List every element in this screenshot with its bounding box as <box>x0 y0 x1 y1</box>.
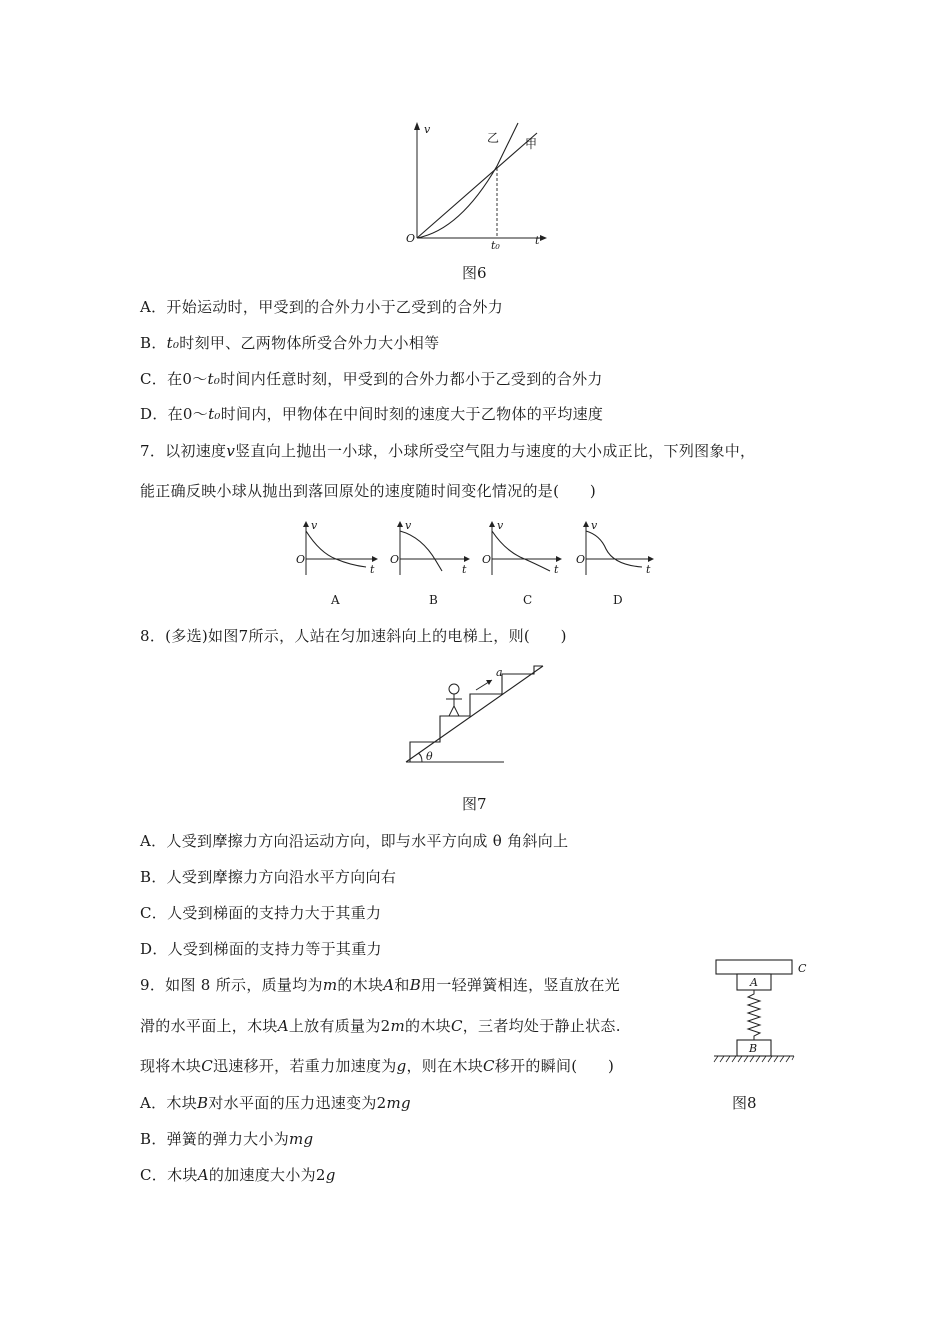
q9-option-c <box>140 1164 336 1185</box>
q9-stem-line2 <box>140 1015 621 1036</box>
q7-b-v: v <box>405 519 412 532</box>
q8-stem: 8．(多选)如图7所示，人站在匀加速斜向上的电梯上，则( ) <box>140 627 567 645</box>
q6-d-rest: 时间内，甲物体在中间时刻的速度大于乙物体的平均速度 <box>220 405 604 423</box>
fig8-block-a-label: A <box>750 976 758 989</box>
q9-a-a: A．木块 <box>140 1094 198 1112</box>
q6-b-var: t₀ <box>166 334 180 352</box>
q6-d-prefix: D．在0～ <box>140 405 209 423</box>
fig6-t0: t₀ <box>491 239 500 250</box>
figure-6-vt-graph <box>400 118 560 250</box>
q9-l2-C: C <box>450 1017 463 1035</box>
q7-stem-line1 <box>140 440 755 461</box>
q8-option-b: B．人受到摩擦力方向沿水平方向向右 <box>140 868 397 886</box>
q7-d-t: t <box>646 563 651 576</box>
q7-d-o: O <box>576 553 586 566</box>
fig6-curve-yi: 乙 <box>487 131 500 145</box>
q9-l3-C2: C <box>483 1057 495 1075</box>
q9-option-b <box>140 1128 313 1149</box>
q9-b-mg: mg <box>289 1130 314 1148</box>
q7-l1-prefix: 7．以初速度 <box>140 442 227 460</box>
q7-c-label: C <box>523 593 533 607</box>
q9-l1-B: B <box>409 976 422 994</box>
fig6-caption: 图6 <box>462 264 487 282</box>
q7-l1-var: v <box>226 442 236 460</box>
fig6-axis-t: t <box>535 234 540 247</box>
fig6-curve-jia: 甲 <box>525 137 538 151</box>
q8-option-c: C．人受到梯面的支持力大于其重力 <box>140 904 382 922</box>
q6-b-prefix: B． <box>140 334 167 352</box>
q9-l2-c: 的木块 <box>405 1017 451 1035</box>
q7-graph-options <box>290 515 670 615</box>
q9-l1-b: 的木块 <box>337 976 384 994</box>
q9-b-a: B．弹簧的弹力大小为 <box>140 1130 290 1148</box>
q9-l2-A: A <box>277 1017 289 1035</box>
q9-l1-A: A <box>383 976 395 994</box>
q9-l1-c: 和 <box>394 976 410 994</box>
q9-l2-a: 滑的水平面上，木块 <box>140 1017 278 1035</box>
q9-c-b: 的加速度大小为2 <box>208 1166 326 1184</box>
q9-l3-b: 迅速移开，若重力加速度为 <box>212 1057 397 1075</box>
q6-option-b <box>140 332 439 353</box>
q9-l1-a: 9．如图 8 所示，质量均为 <box>140 976 323 994</box>
q6-d-var: t₀ <box>208 405 221 423</box>
q7-graph-a <box>296 519 378 607</box>
q7-a-o: O <box>296 553 306 566</box>
q9-l3-a: 现将木块 <box>140 1057 202 1075</box>
fig6-origin: O <box>406 232 416 245</box>
q9-l3-g: g <box>396 1057 407 1075</box>
fig8-block-b-label: B <box>749 1042 758 1055</box>
q9-l1-d: 用一轻弹簧相连，竖直放在光 <box>421 976 620 994</box>
figure-7-escalator <box>400 656 550 768</box>
q9-a-mg: mg <box>386 1094 411 1112</box>
q6-c-prefix: C．在0～ <box>140 370 208 388</box>
q6-option-c <box>140 368 603 389</box>
fig7-caption: 图7 <box>462 795 487 813</box>
q6-option-a: A．开始运动时，甲受到的合外力小于乙受到的合外力 <box>140 298 504 316</box>
q9-l3-c: ，则在木块 <box>406 1057 484 1075</box>
q8-option-d: D．人受到梯面的支持力等于其重力 <box>140 940 382 958</box>
q7-a-v: v <box>311 519 318 532</box>
fig6-axis-v: v <box>424 123 431 136</box>
q9-stem-line3 <box>140 1055 614 1076</box>
q7-l1-rest: 竖直向上抛出一小球，小球所受空气阻力与速度的大小成正比，下列图象中， <box>235 442 756 460</box>
q7-graph-c <box>482 519 562 607</box>
q7-d-v: v <box>591 519 598 532</box>
q9-l3-C: C <box>201 1057 213 1075</box>
q9-a-B: B <box>197 1094 209 1112</box>
q9-l3-d: 移开的瞬间( ) <box>494 1057 615 1075</box>
q9-c-g: g <box>325 1166 336 1184</box>
q7-stem-line2: 能正确反映小球从抛出到落回原处的速度随时间变化情况的是( ) <box>140 482 597 500</box>
q8-option-a: A．人受到摩擦力方向沿运动方向，即与水平方向成 θ 角斜向上 <box>140 832 569 850</box>
q7-c-t: t <box>554 563 559 576</box>
q6-c-var: t₀ <box>207 370 221 388</box>
q9-option-a <box>140 1092 411 1113</box>
q7-b-t: t <box>462 563 467 576</box>
q7-c-v: v <box>497 519 504 532</box>
q9-l1-m: m <box>322 976 338 994</box>
q9-l2-b: 上放有质量为2 <box>288 1017 391 1035</box>
q6-c-rest: 时间内任意时刻，甲受到的合外力都小于乙受到的合外力 <box>220 370 603 388</box>
fig8-caption: 图8 <box>732 1094 757 1112</box>
q9-l2-m: m <box>390 1017 406 1035</box>
q9-l2-d: ，三者均处于静止状态. <box>462 1017 621 1035</box>
q9-c-a: C．木块 <box>140 1166 198 1184</box>
q6-b-rest: 时刻甲、乙两物体所受合外力大小相等 <box>179 334 440 352</box>
q7-graph-d <box>576 519 654 607</box>
q7-graph-b <box>390 519 470 607</box>
fig8-block-c-label: C <box>798 962 807 975</box>
figure-8-spring-blocks <box>708 956 818 1078</box>
q9-a-b: 对水平面的压力迅速变为2 <box>208 1094 387 1112</box>
q6-option-d <box>140 403 603 424</box>
q7-c-o: O <box>482 553 492 566</box>
q7-b-label: B <box>429 593 438 607</box>
q7-a-label: A <box>331 593 340 607</box>
q9-stem-line1 <box>140 974 620 995</box>
q7-d-label: D <box>613 593 623 607</box>
q7-b-o: O <box>390 553 400 566</box>
q9-c-A: A <box>197 1166 209 1184</box>
q7-a-t: t <box>370 563 375 576</box>
fig7-accel-label: a <box>496 666 503 679</box>
fig7-theta-label: θ <box>426 750 433 763</box>
